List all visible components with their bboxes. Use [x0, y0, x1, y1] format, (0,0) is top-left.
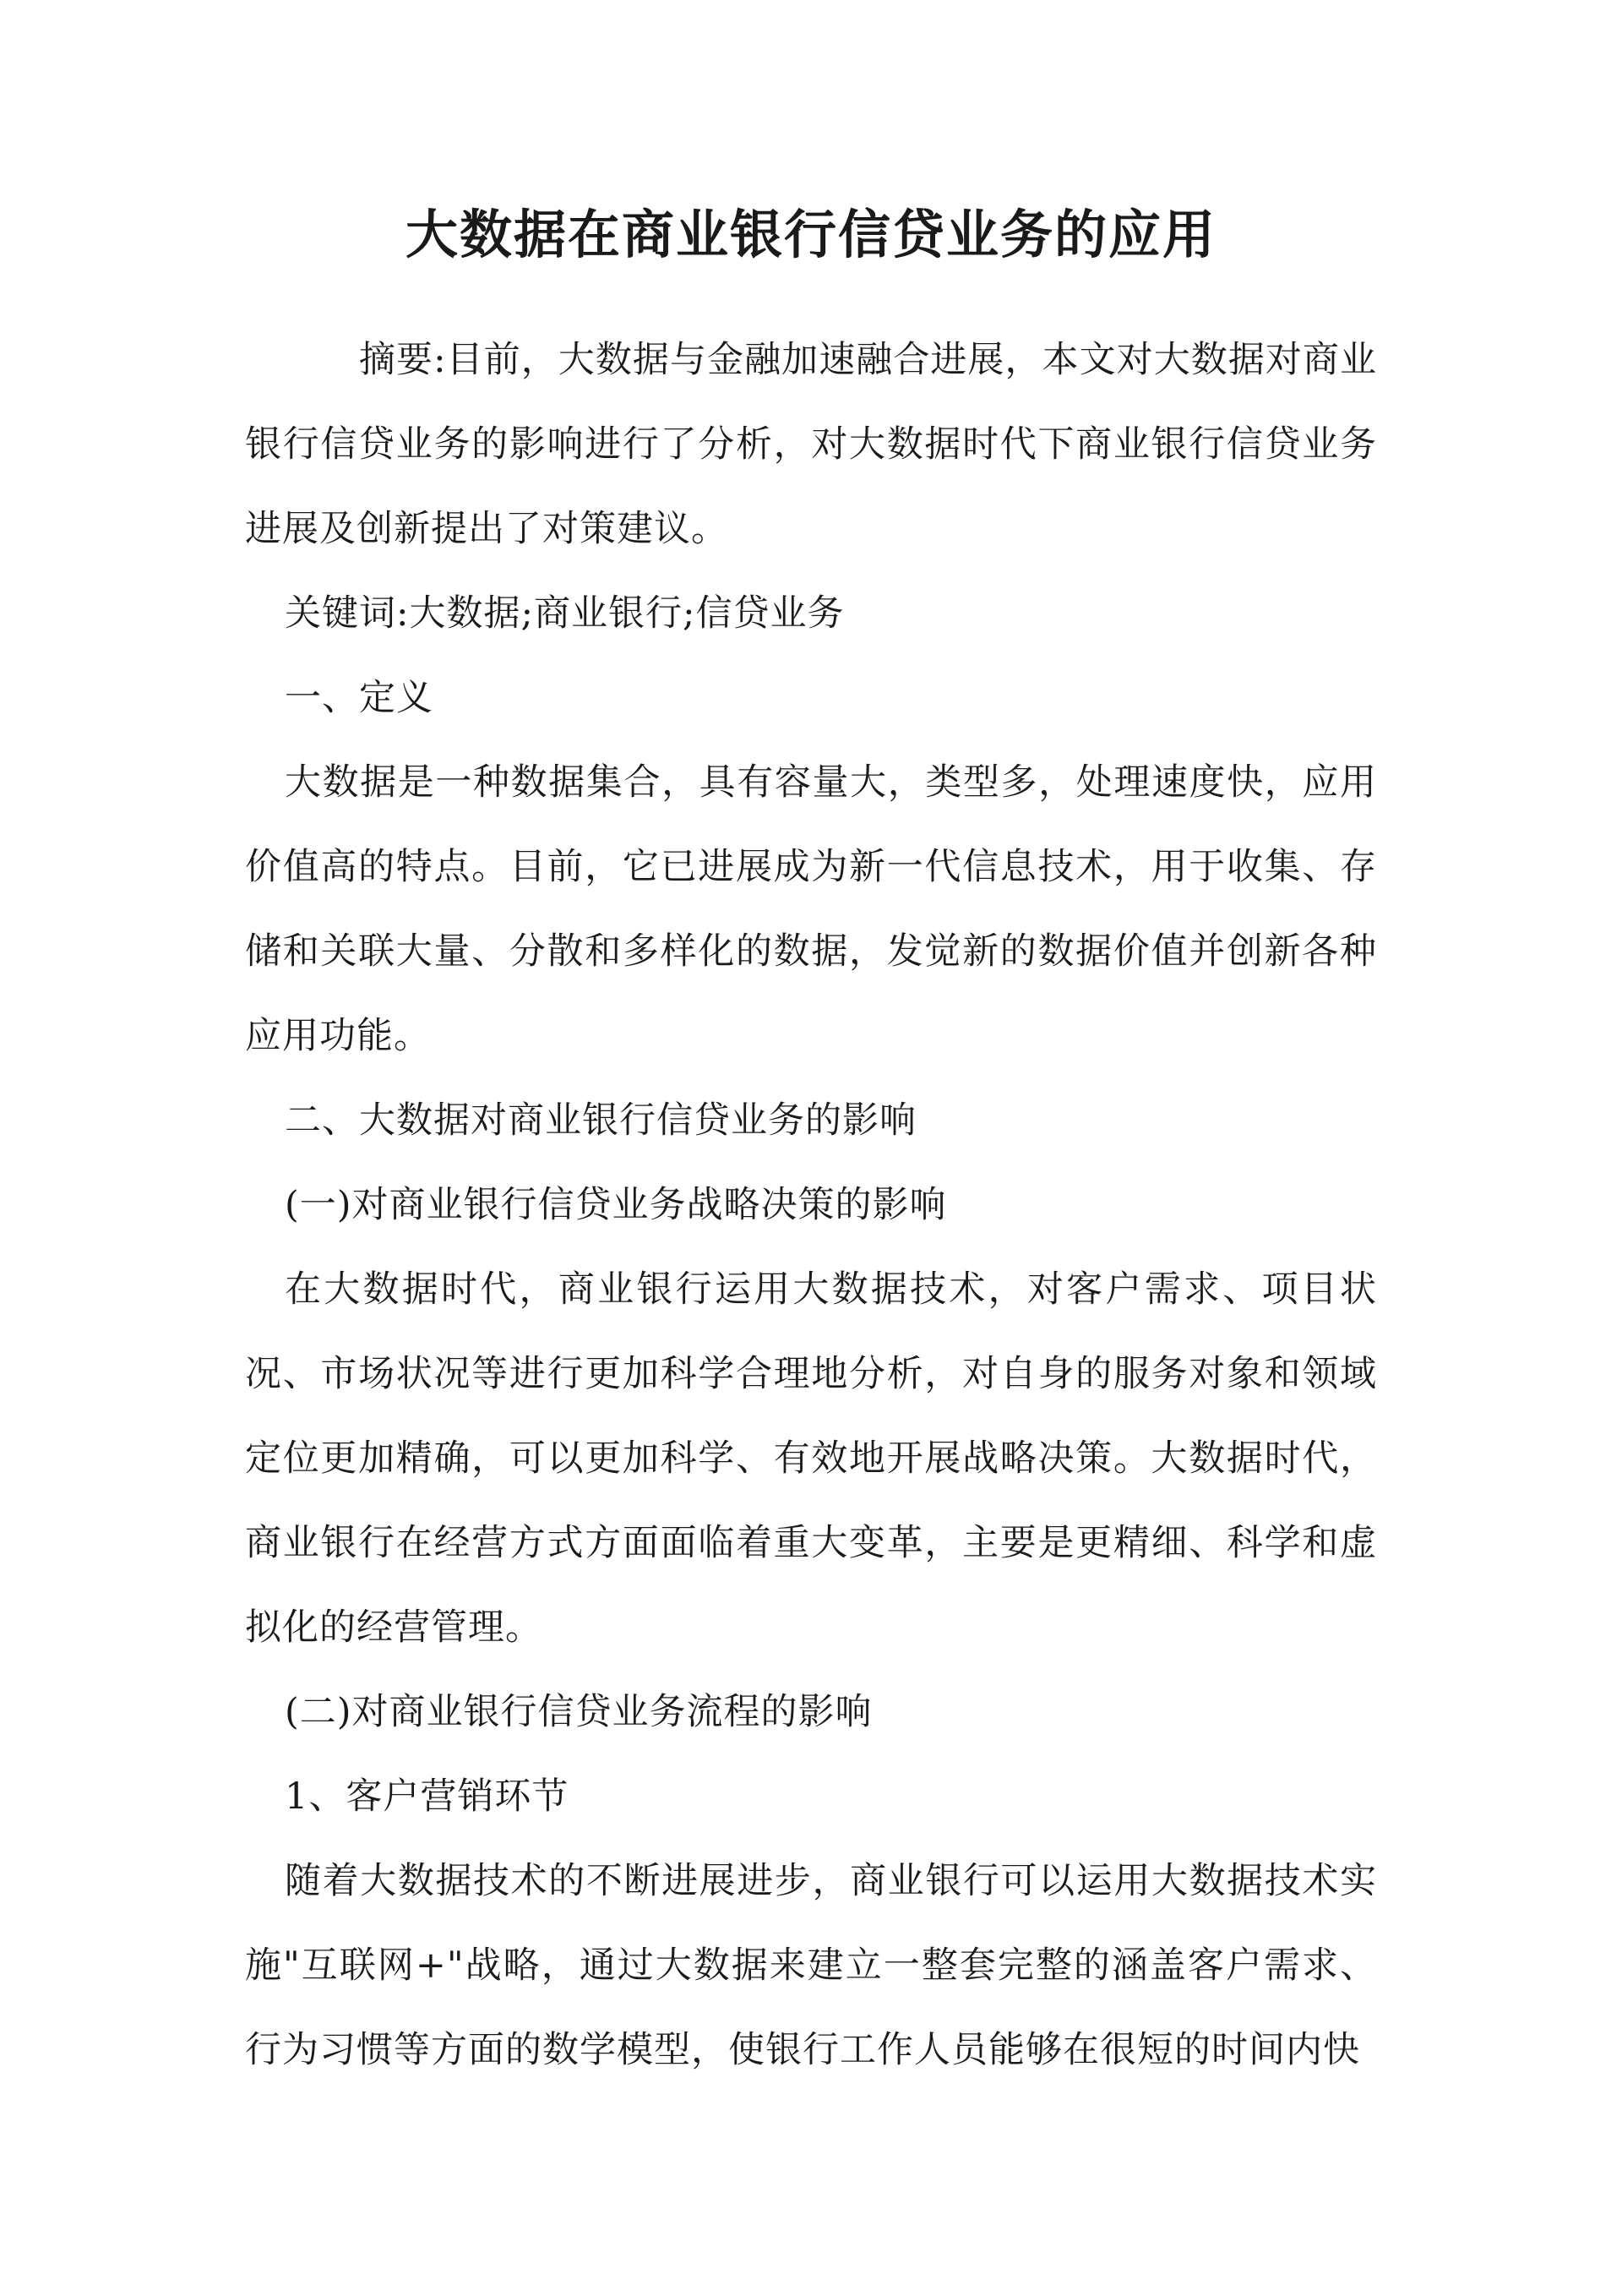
definition-paragraph: 大数据是一种数据集合，具有容量大，类型多，处理速度快，应用价值高的特点。目前，它已进展成为新一代信息技术，用于收集、存储和关联大量、分散和多样化的数据，发觉新的数据价值并创新各种应用功能。 [245, 761, 1377, 1057]
keywords-line: 关键词:大数据;商业银行;信贷业务 [285, 592, 845, 635]
strategy-paragraph: 在大数据时代，商业银行运用大数据技术，对客户需求、项目状况、市场状况等进行更加科学合理地分析，对自身的服务对象和领域定位更加精确，可以更加科学、有效地开展战略决策。大数据时代，商业银行在经营方式方面面临着重大变革，主要是更精细、科学和虚拟化的经营管理。 [245, 1268, 1377, 1649]
customer-marketing-paragraph: 随着大数据技术的不断进展进步，商业银行可以运用大数据技术实施"互联网+"战略，通过大数据来建立一整套完整的涵盖客户需求、行为习惯等方面的数学模型，使银行工作人员能够在很短的时间内快 [245, 1860, 1377, 2071]
subsection-heading-strategy: (一)对商业银行信贷业务战略决策的影响 [285, 1184, 947, 1226]
section-heading-definition: 一、定义 [285, 677, 433, 719]
abstract-paragraph: 摘要:目前，大数据与金融加速融合进展，本文对大数据对商业银行信贷业务的影响进行了分析，对大数据时代下商业银行信贷业务进展及创新提出了对策建议。 [245, 339, 1377, 550]
document-title: 大数据在商业银行信贷业务的应用 [405, 204, 1216, 265]
item-heading-customer-marketing: 1、客户营销环节 [285, 1775, 569, 1818]
document-body [245, 318, 1377, 2092]
subsection-heading-process: (二)对商业银行信贷业务流程的影响 [285, 1691, 873, 1733]
section-heading-impact: 二、大数据对商业银行信贷业务的影响 [285, 1099, 917, 1142]
